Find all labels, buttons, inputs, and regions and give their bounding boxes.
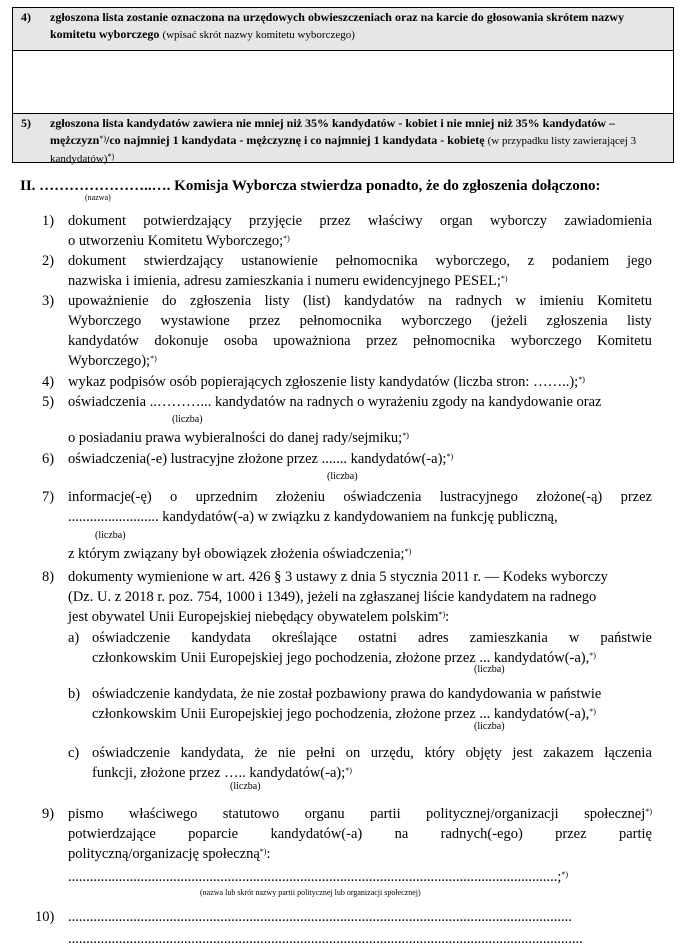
word: jego	[626, 253, 652, 269]
word: osoba	[223, 333, 258, 349]
footnote-marker: *)	[404, 547, 412, 556]
footnote-marker: *)	[561, 870, 569, 879]
word: właściwy	[367, 213, 423, 229]
word: partii	[370, 806, 401, 822]
item-10-line-2[interactable]: ..............................................................................................................................................	[68, 931, 583, 947]
word: dokument	[68, 213, 126, 229]
item-number: 10)	[35, 909, 55, 925]
word: radnych(-ego)	[440, 826, 523, 842]
subitem-letter: a)	[68, 630, 80, 646]
footnote-marker: *)	[259, 847, 267, 856]
liczba-label: (liczba)	[230, 781, 261, 792]
word: nie	[277, 745, 296, 761]
word: złożone(-ą)	[536, 489, 603, 505]
word: potwierdzający	[143, 213, 232, 229]
word: pełni	[306, 745, 336, 761]
footnote-marker: *)	[345, 766, 352, 775]
footnote-marker: *)	[402, 431, 409, 440]
footnote-marker: *)	[283, 234, 290, 243]
item-8b-line-1: oświadczenie kandydata, że nie został pozbawiony prawa do kandydowania w państwie	[92, 686, 602, 702]
word: do	[161, 293, 177, 309]
table-row-4	[13, 8, 673, 51]
item-6-text: oświadczenia(-e) lustracyjne złożone przez ....... kandydatów(-a);*)	[68, 451, 454, 467]
row-5-text-b: /co najmniej 1 kandydata - mężczyznę i co najmniej 1 kandydata - kobietę	[105, 133, 485, 147]
item-8-line-1: dokumenty wymienione w art. 426 § 3 ustawy z dnia 5 stycznia 2011 r. — Kodeks wyborczy	[68, 569, 608, 585]
word: o	[170, 489, 178, 505]
word: Komitetu	[597, 293, 652, 309]
word: wyborczego,	[435, 253, 510, 269]
word: ostatni	[358, 630, 397, 646]
word: ustanowienie	[241, 253, 318, 269]
word: statutowo	[222, 806, 280, 822]
section-heading: II. …………………..…. Komisja Wyborcza stwierdza ponadto, że do zgłoszenia dołączono:	[20, 178, 601, 194]
word: przez	[319, 213, 351, 229]
word: kandydata	[191, 630, 251, 646]
item-9-entry-line[interactable]: .......................................................................................................................................;*)	[68, 869, 569, 885]
item-8c-line-1	[92, 743, 652, 763]
item-8-line-3: jest obywatel Unii Europejskiej niebędący obywatelem polskim*):	[68, 609, 450, 625]
word: przyjęcie	[248, 213, 303, 229]
item-9-line-2	[68, 824, 652, 844]
row-number: 5)	[21, 116, 31, 130]
footnote-marker: *)	[578, 375, 585, 384]
item-5-line-1: oświadczenia ..………... kandydatów na radnych o wyrażeniu zgody na kandydowanie oraz	[68, 394, 602, 410]
liczba-label: (liczba)	[95, 530, 126, 541]
item-number: 5)	[42, 394, 55, 410]
word: oświadczenie	[92, 745, 171, 761]
word: objęty	[465, 745, 502, 761]
item-8c-line-2: funkcji, złożone przez ….. kandydatów(-a);*)	[92, 765, 352, 781]
row-4-note: (wpisać skrót nazwy komitetu wyborczego)	[162, 29, 355, 41]
heading-note: (nazwa)	[85, 193, 111, 202]
word: określające	[271, 630, 338, 646]
word: poparcie	[188, 826, 239, 842]
word: oświadczenie	[92, 630, 171, 646]
word: zgłoszenia	[189, 293, 252, 309]
word: on	[345, 745, 361, 761]
item-8b-line-2: członkowskim Unii Europejskiej jego pochodzenia, złożone przez ... kandydatów(-a),*)	[92, 706, 596, 722]
word: uprzednim	[195, 489, 258, 505]
liczba-label: (liczba)	[474, 664, 505, 675]
word: wyborczy	[489, 213, 548, 229]
word: kandydata,	[180, 745, 244, 761]
word: adres	[417, 630, 449, 646]
footnote-marker: *)	[589, 651, 596, 660]
word: dokument	[68, 253, 126, 269]
top-table	[12, 7, 674, 163]
word: podaniem	[552, 253, 610, 269]
item-10-line-1[interactable]: ...........................................................................................................................................	[68, 909, 572, 925]
word: imieniu	[539, 293, 584, 309]
word: przez	[366, 333, 398, 349]
word: przez	[248, 313, 281, 329]
word: oświadczenia	[343, 489, 422, 505]
word: który	[424, 745, 456, 761]
word: listy	[626, 313, 652, 329]
item-8a-line-1	[92, 628, 652, 648]
item-3-line-4: Wyborczego);*)	[68, 353, 157, 369]
word: pismo	[68, 806, 104, 822]
word: stwierdzający	[143, 253, 224, 269]
word: kandydatów	[68, 333, 139, 349]
footnote-marker: *)	[645, 807, 652, 816]
item-7-line-1	[68, 487, 652, 507]
word: w	[568, 630, 580, 646]
word: pełnomocnika	[413, 333, 496, 349]
item-3-line-2	[68, 311, 652, 331]
word: właściwego	[128, 806, 198, 822]
item-3-line-3	[68, 331, 652, 351]
word: potwierdzające	[68, 826, 156, 842]
word: kandydatów	[343, 293, 415, 309]
word: że	[254, 745, 268, 761]
word: kandydatów(-a)	[270, 826, 363, 842]
word: łączenia	[604, 745, 652, 761]
word: złożeniu	[275, 489, 326, 505]
liczba-label: (liczba)	[474, 721, 505, 732]
word: radnych	[455, 293, 503, 309]
word: jest	[512, 745, 533, 761]
item-4-text: wykaz podpisów osób popierających zgłoszenie listy kandydatów (liczba stron: ……..);*)	[68, 374, 585, 390]
item-number: 9)	[42, 806, 55, 822]
footnote-marker: *)	[150, 354, 157, 363]
footnote-marker: *)	[99, 134, 106, 143]
liczba-label: (liczba)	[327, 471, 358, 482]
word: pełnomocnika	[299, 313, 382, 329]
word: na	[394, 826, 409, 842]
word: Wyborczego	[68, 313, 142, 329]
item-number: 7)	[42, 489, 55, 505]
word: organ	[439, 213, 473, 229]
item-number: 4)	[42, 374, 55, 390]
word: wyborczego	[400, 313, 472, 329]
footnote-marker: *)	[500, 274, 508, 283]
word: w	[515, 293, 526, 309]
word: urzędu,	[370, 745, 414, 761]
item-9-line-1	[68, 804, 652, 824]
word: partię	[618, 826, 652, 842]
word: przez	[555, 826, 587, 842]
item-3-line-1	[68, 291, 652, 311]
footnote-marker: *)	[107, 152, 115, 161]
item-8a-line-2: członkowskim Unii Europejskiej jego pochodzenia, złożone przez ... kandydatów(-a),*)	[92, 650, 596, 666]
item-7-line-3: z którym związany był obowiązek złożenia oświadczenia;*)	[68, 546, 412, 562]
item-number: 2)	[42, 253, 55, 269]
word: zamieszkania	[469, 630, 548, 646]
table-row-5	[13, 114, 673, 165]
word: organu	[304, 806, 345, 822]
row-4-text: zgłoszona lista zostanie oznaczona na urzędowych obwieszczeniach oraz na karcie do głosowania skrótem nazwy komitetu wyborczego	[50, 10, 625, 41]
item-2-line-1	[68, 251, 652, 271]
table-row-blank	[13, 51, 673, 114]
row-number: 4)	[21, 10, 31, 24]
liczba-label: (liczba)	[172, 414, 203, 425]
word: zawiadomienia	[564, 213, 652, 229]
word: Komitetu	[597, 333, 652, 349]
word: społecznej	[584, 806, 646, 822]
row-5-text-a: zgłoszona lista kandydatów zawiera nie mniej niż 35% kandydatów - kobiet i nie mniej niż 35% kandydatów – mężczyzn	[50, 116, 616, 147]
item-1-line-2: o utworzeniu Komitetu Wyborczego;*)	[68, 233, 290, 249]
item-9-line-3: polityczną/organizację społeczną*):	[68, 846, 271, 862]
word: zakazem	[543, 745, 594, 761]
word: (jeżeli	[491, 313, 528, 329]
word: na	[428, 293, 442, 309]
word: pełnomocnika	[335, 253, 418, 269]
item-number: 3)	[42, 293, 55, 309]
word: przez	[620, 489, 652, 505]
item-number: 8)	[42, 569, 55, 585]
footnote-marker: *)	[446, 452, 454, 461]
word: dokonuje	[154, 333, 209, 349]
word: politycznej/organizacji	[426, 806, 559, 822]
item-1-line-1	[68, 211, 652, 231]
footnote-marker: *)	[438, 610, 446, 619]
word: upoważniona	[273, 333, 351, 349]
word: (list)	[303, 293, 331, 309]
item-5-line-2: o posiadaniu prawa wybieralności do danej rady/sejmiku;*)	[68, 430, 409, 446]
item-number: 6)	[42, 451, 55, 467]
word: państwie	[600, 630, 652, 646]
item-8-line-2: (Dz. U. z 2018 r. poz. 754, 1000 i 1349), jeżeli na zgłaszanej liście kandydatem na radnego	[68, 589, 597, 605]
word: lustracyjnego	[439, 489, 518, 505]
footnote-marker: *)	[589, 707, 596, 716]
subitem-letter: b)	[68, 686, 81, 702]
item-number: 1)	[42, 213, 55, 229]
word: upoważnienie	[68, 293, 149, 309]
word: informacje(-ę)	[68, 489, 152, 505]
party-name-label: (nazwa lub skrót nazwy partii politycznej lub organizacji społecznej)	[200, 888, 421, 897]
word: wyborczego	[510, 333, 582, 349]
subitem-letter: c)	[68, 745, 80, 761]
item-7-line-2: ......................... kandydatów(-a) w związku z kandydowaniem na funkcję publiczną,	[68, 509, 558, 525]
word: zgłoszenia	[546, 313, 608, 329]
row-5-note: (w przypadku listy zawierającej 3 kandydatów)	[50, 135, 637, 165]
item-2-line-2: nazwiska i imienia, adresu zamieszkania i numeru ewidencyjnego PESEL;*)	[68, 273, 508, 289]
word: wystawione	[160, 313, 230, 329]
word: listy	[264, 293, 290, 309]
word: z	[527, 253, 535, 269]
